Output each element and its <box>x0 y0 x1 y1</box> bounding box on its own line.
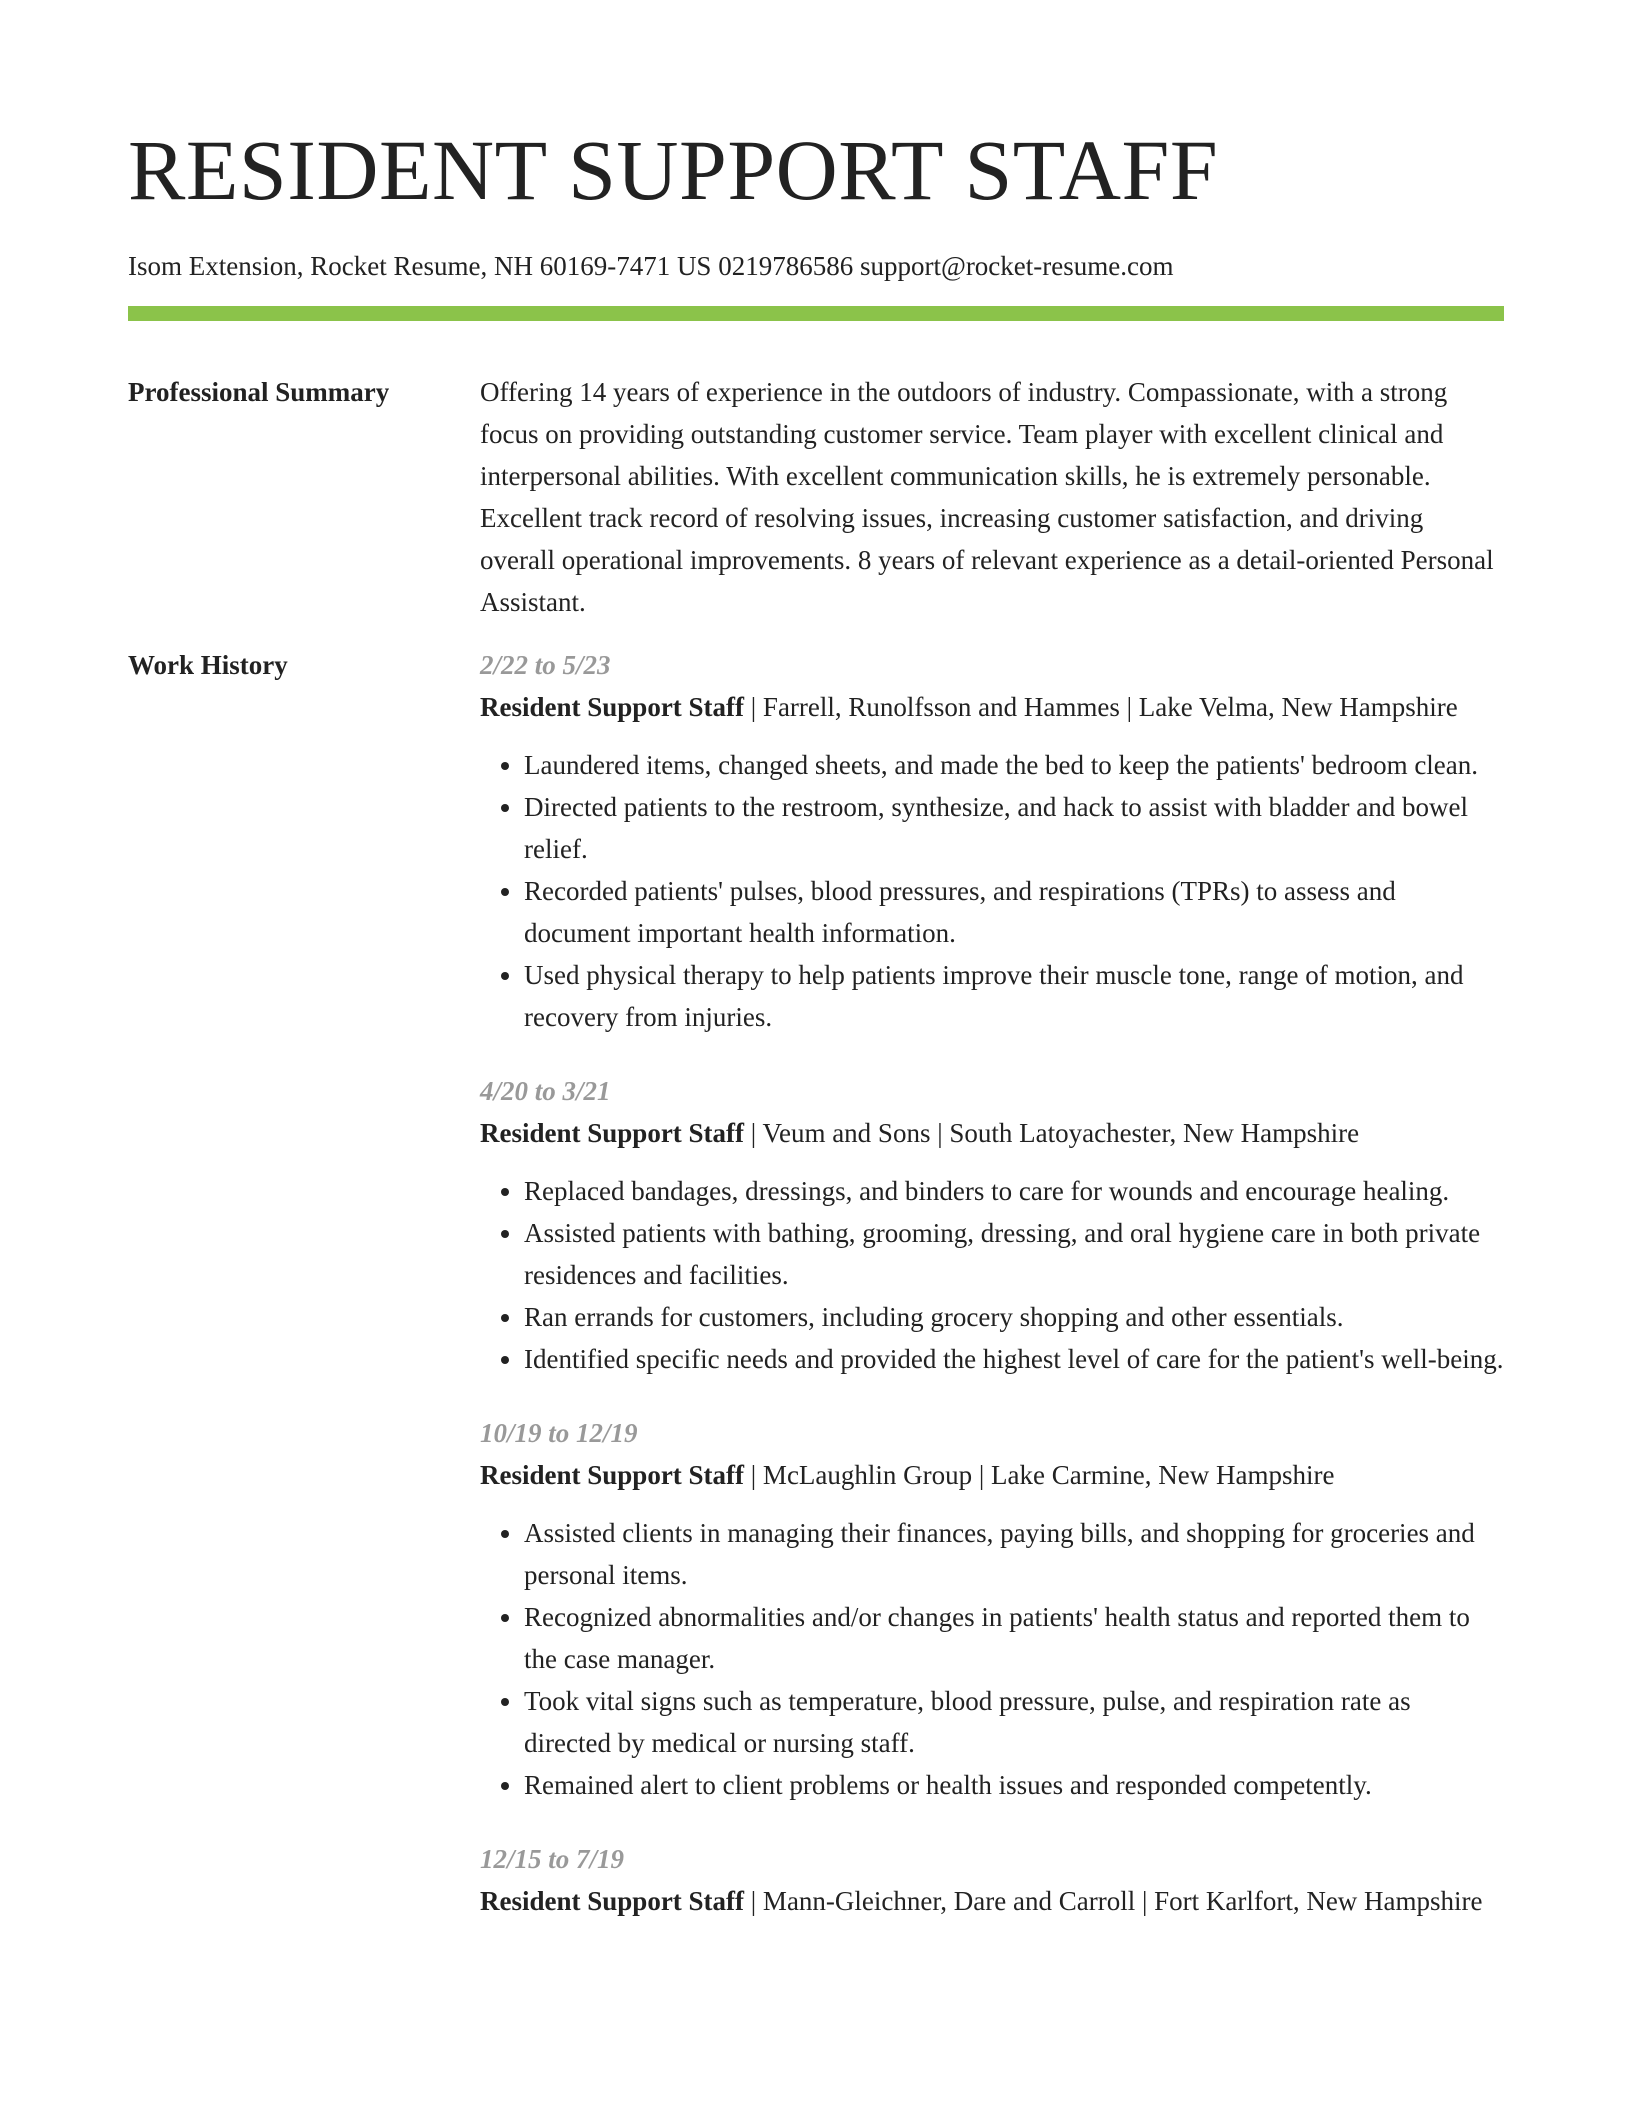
job-dates: 4/20 to 3/21 <box>480 1076 611 1106</box>
job-details: | Mann-Gleichner, Dare and Carroll | Fort Karlfort, New Hampshire <box>744 1886 1483 1916</box>
job-heading <box>480 1112 1504 1154</box>
job-heading <box>480 1454 1504 1496</box>
job-dates: 2/22 to 5/23 <box>480 650 611 680</box>
list-item: • Recognized abnormalities and/or changes in patients' health status and reported them to the case manager. <box>524 1596 1504 1680</box>
list-item: • Identified specific needs and provided the highest level of care for the patient's well-being. <box>524 1338 1504 1380</box>
work-history-list <box>480 644 1504 1954</box>
list-item: • Recorded patients' pulses, blood pressures, and respirations (TPRs) to assess and document important health information. <box>524 870 1504 954</box>
list-item: • Remained alert to client problems or health issues and responded competently. <box>524 1764 1504 1806</box>
job-dates: 10/19 to 12/19 <box>480 1418 638 1448</box>
job-bullets <box>480 744 1504 1038</box>
job-bullets <box>480 1170 1504 1380</box>
work-history-section <box>128 644 1504 1954</box>
job-details: | McLaughlin Group | Lake Carmine, New Hampshire <box>744 1460 1335 1490</box>
section-label-summary: Professional Summary <box>128 377 390 407</box>
professional-summary-section <box>128 371 1504 623</box>
section-label-work-history: Work History <box>128 650 288 680</box>
job-heading <box>480 1880 1504 1922</box>
job-heading <box>480 686 1504 728</box>
job-details: | Veum and Sons | South Latoyachester, New Hampshire <box>744 1118 1360 1148</box>
job-title: Resident Support Staff <box>480 1118 745 1148</box>
list-item: • Assisted clients in managing their finances, paying bills, and shopping for groceries and personal items. <box>524 1512 1504 1596</box>
contact-line: Isom Extension, Rocket Resume, NH 60169-7471 US 0219786586 support@rocket-resume.com <box>128 251 1174 281</box>
job-details: | Farrell, Runolfsson and Hammes | Lake Velma, New Hampshire <box>744 692 1458 722</box>
job-bullets <box>480 1512 1504 1806</box>
job-entry <box>480 1838 1504 1922</box>
list-item: • Assisted patients with bathing, grooming, dressing, and oral hygiene care in both private residences and facilities. <box>524 1212 1504 1296</box>
job-entry <box>480 1412 1504 1806</box>
list-item: • Replaced bandages, dressings, and binders to care for wounds and encourage healing. <box>524 1170 1504 1212</box>
list-item: • Took vital signs such as temperature, blood pressure, pulse, and respiration rate as directed by medical or nursing staff. <box>524 1680 1504 1764</box>
summary-text: Offering 14 years of experience in the outdoors of industry. Compassionate, with a strong focus on providing outstanding customer service. Team player with excellent clinical and interpersonal abilities. With excellent communication skills, he is extremely personable. Excellent track record of resolving issues, increasing customer satisfaction, and driving overall operational improvements. 8 years of relevant experience as a detail-oriented Personal Assistant. <box>480 377 1494 617</box>
job-title: Resident Support Staff <box>480 1460 745 1490</box>
resume-page <box>128 0 1504 1954</box>
job-dates: 12/15 to 7/19 <box>480 1844 625 1874</box>
job-entry <box>480 1070 1504 1380</box>
list-item: • Ran errands for customers, including grocery shopping and other essentials. <box>524 1296 1504 1338</box>
job-title: Resident Support Staff <box>480 692 745 722</box>
list-item: • Laundered items, changed sheets, and made the bed to keep the patients' bedroom clean. <box>524 744 1504 786</box>
list-item: • Directed patients to the restroom, synthesize, and hack to assist with bladder and bowel relief. <box>524 786 1504 870</box>
job-title: Resident Support Staff <box>480 1886 745 1916</box>
page-title: RESIDENT SUPPORT STAFF <box>128 122 1219 218</box>
list-item: • Used physical therapy to help patients improve their muscle tone, range of motion, and recovery from injuries. <box>524 954 1504 1038</box>
header-divider <box>128 306 1504 321</box>
job-entry <box>480 644 1504 1038</box>
